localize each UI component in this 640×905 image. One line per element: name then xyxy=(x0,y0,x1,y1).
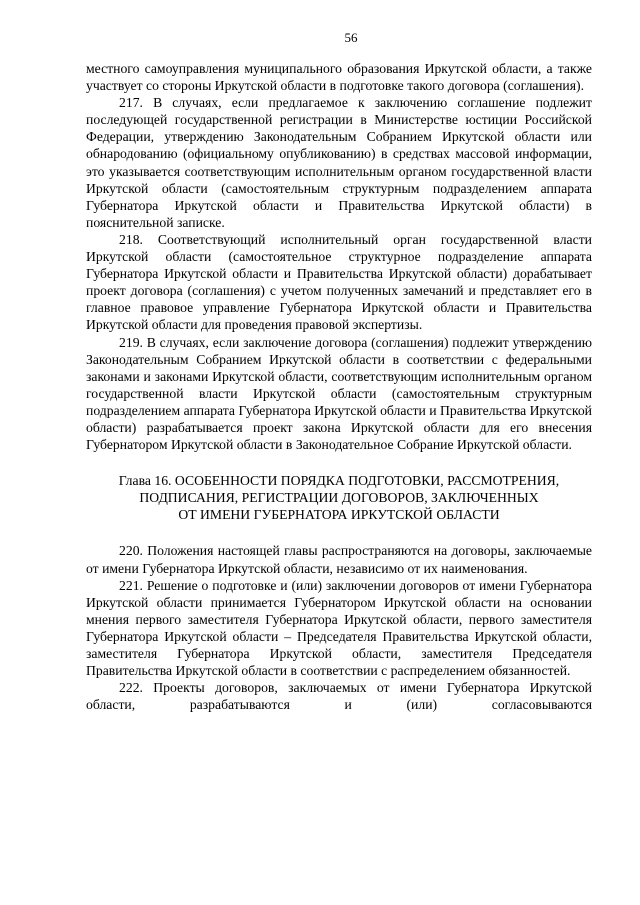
paragraph-217: 217. В случаях, если предлагаемое к заключению соглашение подлежит последующей государственной регистрации в Министерстве юстиции Российской Федерации, утверждению Законодательным Собранием Иркутской области или обнародованию (официальному опубликованию) в средствах массовой информации, это указывается соответствующим исполнительным органом государственной власти Иркутской области (самостоятельным структурным подразделением аппарата Губернатора Иркутской области и Правительства Иркутской области) в пояснительной записке. xyxy=(86,95,592,230)
document-page xyxy=(86,30,592,713)
paragraph-220: 220. Положения настоящей главы распространяются на договоры, заключаемые от имени Губернатора Иркутской области, независимо от их наименования. xyxy=(86,543,592,576)
paragraph-219: 219. В случаях, если заключение договора (соглашения) подлежит утверждению Законодательным Собранием Иркутской области в соответствии с федеральными законами и законами Иркутской области, соответствующим исполнительным органом государственной власти Иркутской области (самостоятельным структурным подразделением аппарата Губернатора Иркутской области и Правительства Иркутской области) разрабатывается проект закона Иркутской области для его внесения Губернатором Иркутской области в Законодательное Собрание Иркутской области. xyxy=(86,334,592,453)
page-number: 56 xyxy=(344,30,358,45)
chapter-heading xyxy=(86,472,592,523)
paragraph-218: 218. Соответствующий исполнительный орган государственной власти Иркутской области (самостоятельное структурное подразделение аппарата Губернатора Иркутской области и Правительства Иркутской области) дорабатывает проект договора (соглашения) с учетом полученных замечаний и представляет его в главное правовое управление Губернатора Иркутской области и Правительства Иркутской области для проведения правовой экспертизы. xyxy=(86,231,592,333)
chapter-heading-line-2: ПОДПИСАНИЯ, РЕГИСТРАЦИИ ДОГОВОРОВ, ЗАКЛЮЧЕННЫХ xyxy=(139,490,539,506)
paragraph-continuation: местного самоуправления муниципального образования Иркутской области, а также участвует со стороны Иркутской области в подготовке такого договора (соглашения). xyxy=(86,61,592,94)
paragraph-222: 222. Проекты договоров, заключаемых от имени Губернатора Иркутской области, разрабатываются и (или) согласовываются xyxy=(86,680,592,713)
paragraph-221: 221. Решение о подготовке и (или) заключении договоров от имени Губернатора Иркутской области принимается Губернатором Иркутской области на основании мнения первого заместителя Губернатора Иркутской области, первого заместителя Губернатора Иркутской области – Председателя Правительства Иркутской области, заместителя Губернатора Иркутской области, заместителя Председателя Правительства Иркутской области в соответствии с распределением обязанностей. xyxy=(86,577,592,679)
chapter-heading-line-3: ОТ ИМЕНИ ГУБЕРНАТОРА ИРКУТСКОЙ ОБЛАСТИ xyxy=(178,507,500,523)
chapter-heading-line-1: Глава 16. ОСОБЕННОСТИ ПОРЯДКА ПОДГОТОВКИ, РАССМОТРЕНИЯ, xyxy=(118,473,560,489)
